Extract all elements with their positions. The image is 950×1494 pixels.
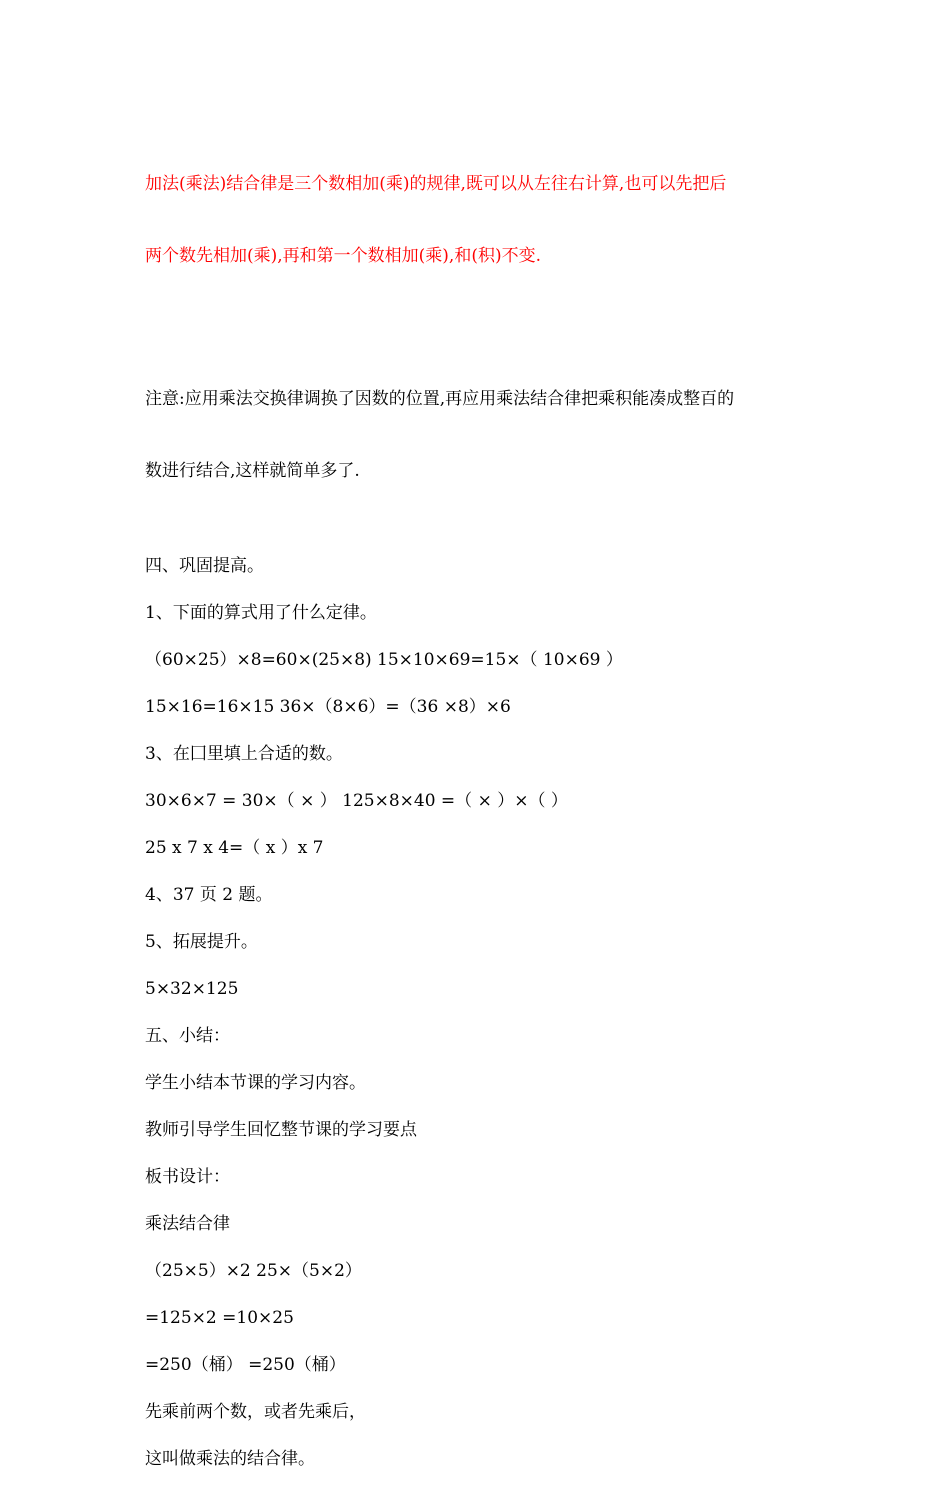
board-line-3: =250（桶） =250（桶） [145, 1355, 346, 1375]
section-4-title: 四、巩固提高。 [145, 556, 264, 576]
section-5-title: 五、小结： [145, 1026, 230, 1046]
question-1-line-2: 15×16=16×15 36×（8×6）=（36 ×8）×6 [145, 697, 511, 717]
associative-law-definition [145, 124, 815, 316]
board-line-4: 先乘前两个数，或者先乘后， [145, 1402, 366, 1422]
board-line-2: =125×2 =10×25 [145, 1308, 294, 1328]
question-3-line-2: 25 x 7 x 4=（ x ）x 7 [145, 838, 324, 858]
question-5-expression: 5×32×125 [145, 979, 239, 999]
question-4: 4、37 页 2 题。 [145, 885, 273, 905]
question-1-title: 1、下面的算式用了什么定律。 [145, 603, 377, 623]
note-paragraph [145, 339, 815, 531]
note-line-1: 注意:应用乘法交换律调换了因数的位置,再应用乘法结合律把乘积能凑成整百的 [145, 389, 735, 409]
question-5-title: 5、拓展提升。 [145, 932, 258, 952]
definition-line-1: 加法(乘法)结合律是三个数相加(乘)的规律,既可以从左往右计算,也可以先把后 [145, 174, 727, 194]
board-design-title: 板书设计： [145, 1167, 230, 1187]
board-line-1: （25×5）×2 25×（5×2） [145, 1261, 362, 1281]
question-1-line-1: （60×25）×8=60×(25×8) 15×10×69=15×（ 10×69 ） [145, 650, 623, 670]
question-3-line-1: 30×6×7 = 30×（ × ） 125×8×40 =（ × ）×（ ） [145, 791, 568, 811]
document-content [145, 124, 815, 1494]
note-line-2: 数进行结合,这样就简单多了. [145, 461, 360, 481]
summary-student: 学生小结本节课的学习内容。 [145, 1073, 366, 1093]
board-line-5: 这叫做乘法的结合律。 [145, 1449, 315, 1469]
definition-line-2: 两个数先相加(乘),再和第一个数相加(乘),和(积)不变. [145, 246, 542, 266]
summary-teacher: 教师引导学生回忆整节课的学习要点 [145, 1120, 417, 1140]
board-topic: 乘法结合律 [145, 1214, 230, 1234]
question-3-title: 3、在囗里填上合适的数。 [145, 744, 343, 764]
